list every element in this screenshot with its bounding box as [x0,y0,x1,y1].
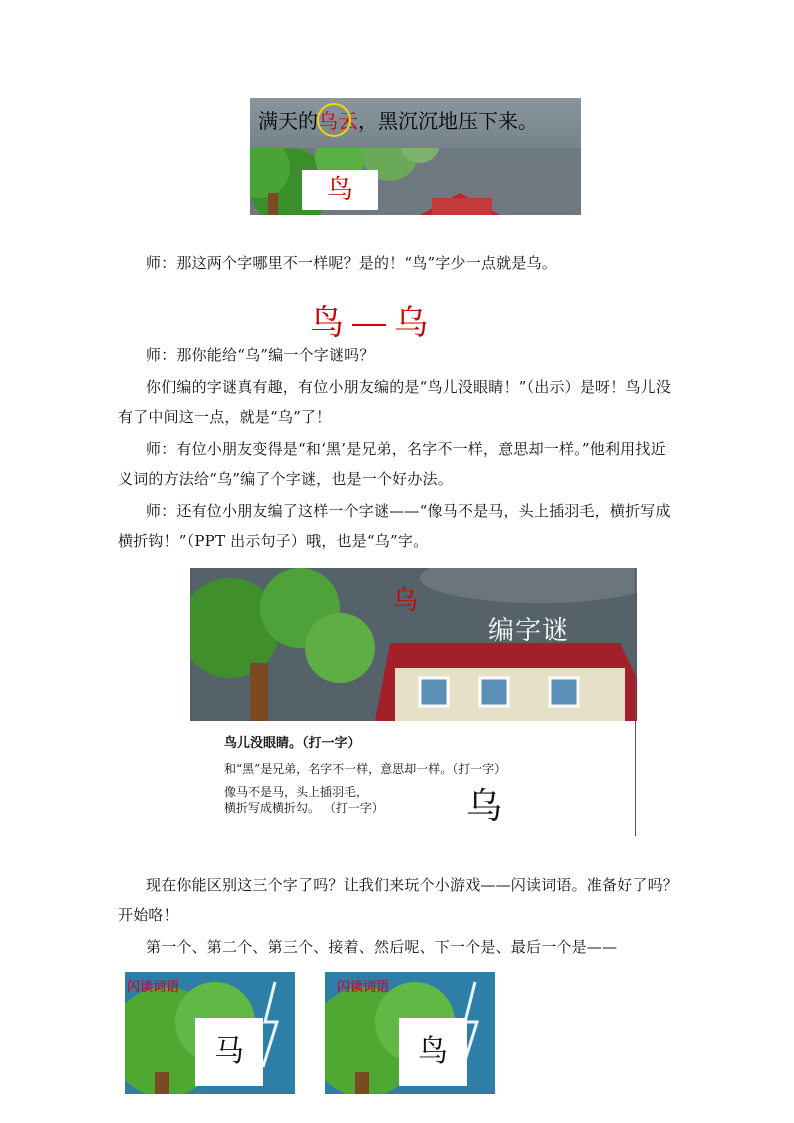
char-card: 鸟 [302,170,378,210]
flash-card: 鸟 [399,1018,467,1086]
compare-left: 鸟 [310,303,344,343]
slide-caption: 满天的乌云，黑沉沉地压下来。 [250,98,581,148]
flash-card-slide-1 [125,972,295,1094]
riddle-title-char: 乌 [392,586,419,616]
riddle-scene [190,568,637,721]
paragraph-3: 你们编的字谜真有趣，有位小朋友编的是“鸟儿没眼睛！”（出示）是呀！鸟儿没有了中间这一点，就是“乌”了！ [118,378,672,426]
paragraph-1: 师：那这两个字哪里不一样呢？是的！“鸟”字少一点就是乌。 [146,254,557,272]
riddle-title: 编字谜 [488,616,570,646]
riddle-line-3b: 横折写成横折勾。 （打一字） [224,801,384,815]
char-comparison [310,295,428,344]
flash-label: 闪读词语 [127,980,180,995]
flash-card: 马 [195,1018,263,1086]
flash-label: 闪读词语 [337,980,390,995]
compare-right: 乌 [394,303,428,343]
riddle-line-3a: 像马不是马，头上插羽毛， [224,785,369,799]
slide-image-riddle [190,568,637,836]
highlight-circle [317,103,351,137]
riddle-line-1: 鸟儿没眼睛。（打一字） [224,736,361,751]
paragraph-2: 师：那你能给“乌”编一个字谜吗？ [146,346,375,364]
riddle-line-2: 和“黑”是兄弟，名字不一样，意思却一样。（打一字） [224,762,507,776]
paragraph-5: 师：还有位小朋友编了这样一个字谜——“像马不是马，头上插羽毛，横折写成横折钩！”（PPT 出示句子）哦，也是“乌”字。 [118,502,671,550]
compare-dash [352,324,386,326]
paragraph-4: 师：有位小朋友变得是“和‘黑’是兄弟，名字不一样，意思却一样。”他利用找近义词的方法给“乌”编了个字谜，也是一个好办法。 [118,440,666,488]
slide-image-wuyun [250,98,581,215]
flash-card-slide-2 [325,972,495,1094]
riddle-answer: 乌 [466,786,503,827]
slide-border [635,568,636,836]
paragraph-6: 现在你能区别这三个字了吗？让我们来玩个小游戏——闪读词语。准备好了吗？开始咯！ [118,876,679,924]
paragraph-7: 第一个、第二个、第三个、接着、然后呢、下一个是、最后一个是—— [146,938,618,956]
